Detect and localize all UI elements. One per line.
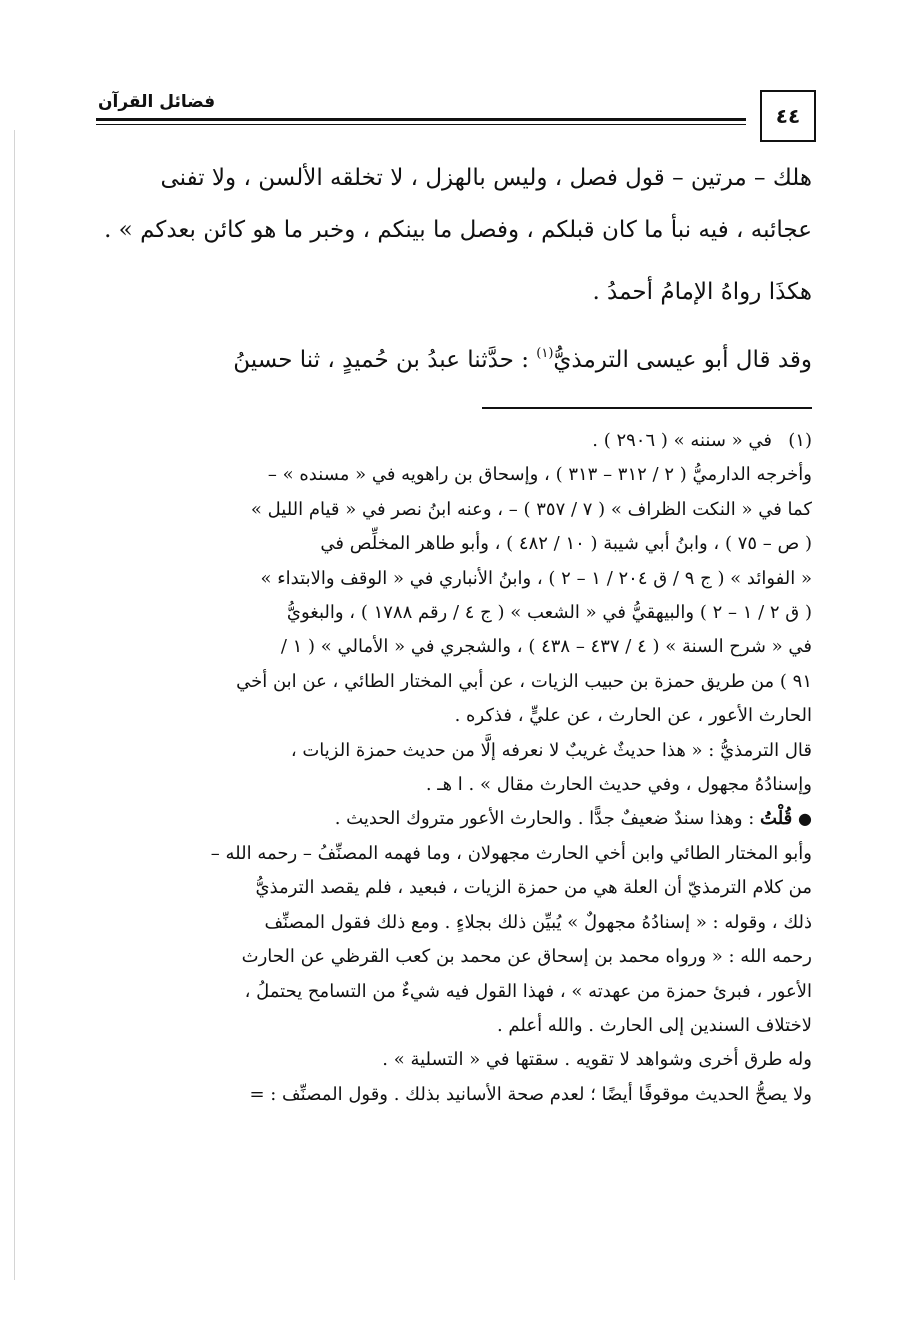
body-line-4-text: وقد قال أبو عيسى الترمذيُّ: [553, 347, 812, 373]
footnote-line: من كلام الترمذيّ أن العلة هي من حمزة الزيات ، فبعيد ، فلم يقصد الترمذيُّ: [255, 877, 812, 899]
footnote-line: الحارث الأعور ، عن الحارث ، عن عليٍّ ، فذكره .: [454, 705, 812, 727]
footnote-line: وأخرجه الدارميُّ ( ٢ / ٣١٢ – ٣١٣ ) ، وإسحاق بن راهويه في « مسنده » –: [267, 464, 812, 486]
qult-label: قُلْتُ: [760, 808, 793, 830]
footnote-line: وأبو المختار الطائي وابن أخي الحارث مجهولان ، وما فهمه المصنِّفُ – رحمه الله –: [210, 842, 812, 864]
page-number: ٤٤: [760, 90, 816, 142]
footnote-line: وله طرق أخرى وشواهد لا تقويه . سقتها في « التسلية » .: [382, 1049, 812, 1071]
footnote-line: وإسنادُهُ مجهول ، وفي حديث الحارث مقال » . ا هـ .: [425, 774, 812, 796]
footnote-line: في « شرح السنة » ( ٤ / ٤٣٧ – ٤٣٨ ) ، والشجري في « الأمالي » ( ١ /: [280, 636, 812, 658]
header-rule-thick: [96, 118, 746, 121]
footnote-line: « الفوائد » ( ج ٩ / ق ٢٠٤ / ١ – ٢ ) ، وابنُ الأنباري في « الوقف والابتداء »: [260, 567, 812, 589]
footnote-line: رحمه الله : « ورواه محمد بن إسحاق عن محمد بن كعب القرظي عن الحارث: [241, 946, 812, 968]
footnote-line: [96, 424, 812, 458]
footnote-line: ( ص – ٧٥ ) ، وابنُ أبي شيبة ( ١٠ / ٤٨٢ ) ، وأبو طاهر المخلِّص في: [320, 533, 812, 555]
bullet-icon: ●: [798, 809, 812, 829]
scan-edge-line: [14, 130, 15, 1280]
header-rule-thin: [96, 124, 746, 125]
footnote-first-text: في « سننه » ( ٢٩٠٦ ) .: [592, 430, 772, 451]
footnotes-section: [96, 424, 812, 1112]
footnote-separator: [482, 407, 812, 409]
running-title: فضائل القرآن: [98, 92, 216, 112]
footnote-reference[interactable]: (١): [536, 346, 554, 361]
footnote-line: ولا يصحُّ الحديث موقوفًا أيضًا ؛ لعدم صحة الأسانيد بذلك . وقول المصنِّف : =: [249, 1083, 812, 1105]
main-body-text: [96, 152, 812, 386]
footnote-line: ( ق ٢ / ١ – ٢ ) والبيهقيُّ في « الشعب » ( ج ٤ / رقم ١٧٨٨ ) ، والبغويُّ: [286, 602, 812, 624]
body-line-1: هلك – مرتين – قول فصل ، وليس بالهزل ، لا تخلقه الألسن ، ولا تفنى: [160, 165, 812, 191]
body-line-3: هكذَا رواهُ الإمامُ أحمدُ .: [592, 279, 812, 305]
page-header: [96, 86, 816, 148]
footnote-line: الأعور ، فبرئ حمزة من عهدته » ، فهذا القول فيه شيءٌ من التسامح يحتملُ ،: [244, 980, 812, 1002]
footnote-marker: (١): [788, 430, 812, 451]
body-line-4-rest: : حدَّثنا عبدُ بن حُميدٍ ، ثنا حسينُ: [233, 347, 537, 373]
footnote-comment-line: [96, 802, 812, 836]
footnote-line: ذلك ، وقوله : « إسنادُهُ مجهولٌ » يُبيِّن ذلك بجلاءٍ . ومع ذلك فقول المصنِّف: [264, 911, 812, 933]
body-line-2: عجائبه ، فيه نبأ ما كان قبلكم ، وفصل ما بينكم ، وخبر ما هو كائن بعدكم » .: [104, 217, 812, 243]
footnote-line: قال الترمذيُّ : « هذا حديثٌ غريبٌ لا نعرفه إلَّا من حديث حمزة الزيات ،: [290, 739, 812, 761]
footnote-line: كما في « النكت الظراف » ( ٧ / ٣٥٧ ) – ، وعنه ابنُ نصر في « قيام الليل »: [250, 498, 812, 520]
qult-text: : وهذا سندٌ ضعيفٌ جدًّا . والحارث الأعور متروك الحديث .: [334, 808, 761, 830]
footnote-line: لاختلاف السندين إلى الحارث . والله أعلم .: [496, 1014, 812, 1036]
footnote-line: ٩١ ) من طريق حمزة بن حبيب الزيات ، عن أبي المختار الطائي ، عن ابن أخي: [236, 670, 812, 692]
body-line-4: [96, 328, 812, 386]
